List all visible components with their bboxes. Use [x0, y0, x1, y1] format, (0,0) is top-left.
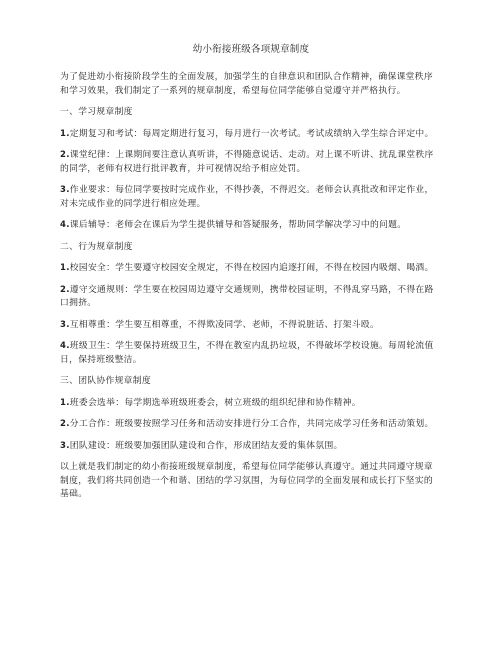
- list-item: [60, 418, 442, 432]
- item-text: 分工合作：班级要按照学习任务和活动安排进行分工合作，共同完成学习任务和活动策划。: [69, 419, 434, 429]
- item-text: 校园安全：学生要遵守校园安全规定，不得在校园内追逐打闹，不得在校园内吸烟、喝酒。: [69, 263, 434, 273]
- section-heading: 三、团队协作规章制度: [60, 376, 151, 386]
- list-item: [60, 262, 442, 276]
- page-title: 幼小衔接班级各项规章制度: [192, 44, 310, 55]
- list-item: [60, 184, 442, 211]
- item-text: 定期复习和考试：每周定期进行复习，每月进行一次考试。考试成绩纳入学生综合评定中。: [69, 128, 434, 139]
- item-text: 课后辅导：老师会在课后为学生提供辅导和答疑服务，帮助同学解决学习中的问题。: [69, 220, 407, 230]
- section-behavior-rules: [60, 241, 442, 368]
- item-number: 1.: [60, 263, 70, 273]
- list-item: [60, 149, 442, 176]
- item-text: 作业要求：每位同学要按时完成作业，不得抄袭，不得迟交。老师会认真批改和评定作业，对未完成作业的同学进行相应处理。: [60, 185, 434, 209]
- item-number: 2.: [60, 284, 70, 295]
- item-text: 遵守交通规则：学生要在校园周边遵守交通规则，携带校园证明，不得乱穿马路，不得在路口拥挤。: [60, 284, 434, 308]
- list-item: [60, 284, 442, 311]
- list-item: [60, 397, 442, 411]
- item-number: 4.: [60, 220, 70, 230]
- item-text: 互相尊重：学生要互相尊重，不得欺凌同学、老师，不得说脏话、打架斗殴。: [69, 319, 380, 330]
- item-number: 1.: [60, 397, 70, 408]
- section-heading: 一、学习规章制度: [60, 107, 133, 117]
- item-number: 2.: [60, 419, 70, 429]
- section-heading: 二、行为规章制度: [60, 241, 133, 252]
- item-number: 3.: [60, 440, 70, 451]
- item-text: 班级卫生：学生要保持班级卫生，不得在教室内乱扔垃圾，不得破坏学校设施。每周轮流值日，保持班级整洁。: [60, 341, 434, 365]
- intro-paragraph: 为了促进幼小衔接阶段学生的全面发展，加强学生的自律意识和团队合作精神，确保课堂秩序和学习效果，我们制定了一系列的规章制度，希望每位同学能够自觉遵守并严格执行。: [60, 72, 433, 96]
- section-study-rules: [60, 106, 442, 233]
- item-number: 3.: [60, 185, 70, 195]
- conclusion-paragraph: 以上就是我们制定的幼小衔接班级规章制度，希望每位同学能够认真遵守。通过共同遵守规章制度，我们将共同创造一个和谐、团结的学习氛围，为每位同学的全面发展和成长打下坚实的基础。: [60, 462, 433, 499]
- item-number: 1.: [60, 128, 70, 139]
- item-number: 3.: [60, 319, 70, 330]
- list-item: [60, 340, 442, 367]
- list-item: [60, 128, 442, 142]
- item-text: 团队建设：班级要加强团队建设和合作，形成团结友爱的集体氛围。: [69, 440, 343, 451]
- list-item: [60, 440, 442, 454]
- item-text: 班委会选举：每学期选举班级班委会，树立班级的组织纪律和协作精神。: [69, 397, 361, 408]
- section-teamwork-rules: [60, 375, 442, 453]
- item-number: 2.: [60, 150, 70, 160]
- list-item: [60, 219, 442, 233]
- list-item: [60, 319, 442, 333]
- item-number: 4.: [60, 341, 70, 351]
- item-text: 课堂纪律：上课期间要注意认真听讲，不得随意说话、走动。对上课不听讲、扰乱课堂秩序的同学，老师有权进行批评教育，并可视情况给予相应处罚。: [60, 150, 434, 174]
